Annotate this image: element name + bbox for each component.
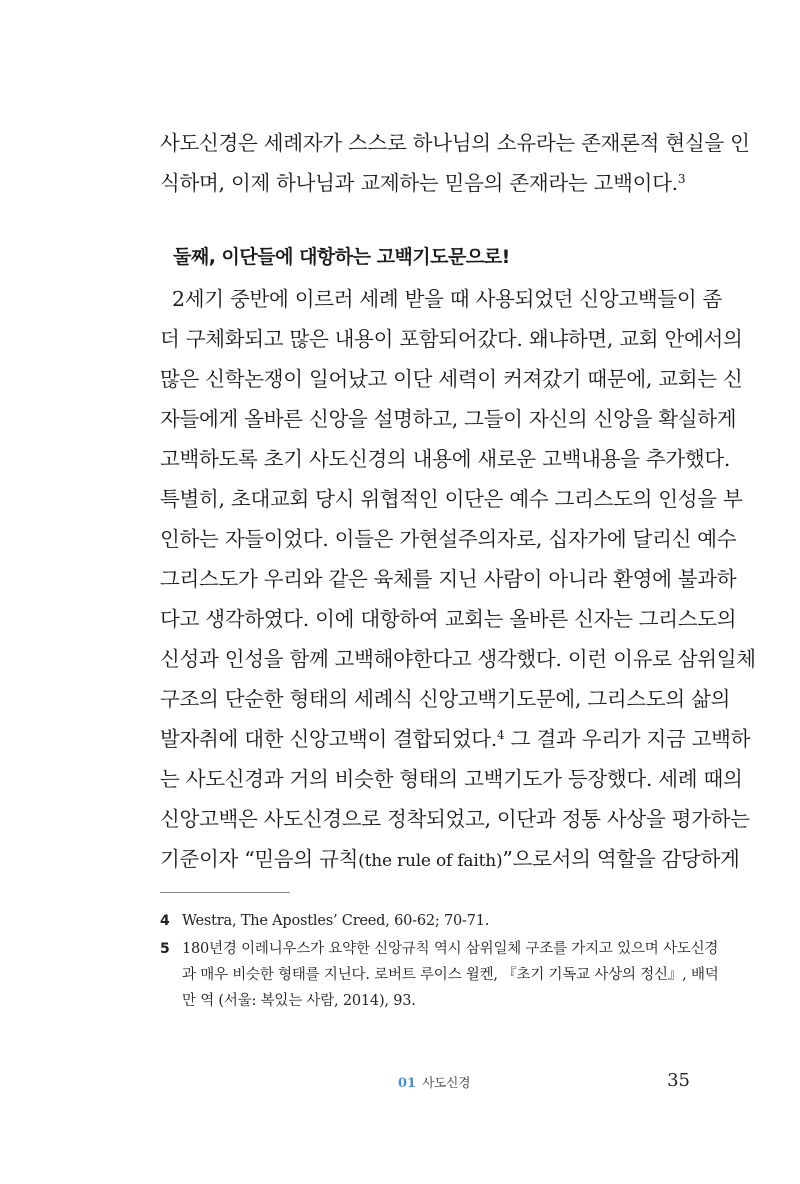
footnote-body (182, 936, 719, 1014)
body-line: 사도신경은 세례자가 스스로 하나님의 소유라는 존재론적 현실을 인 (160, 131, 750, 155)
footnote-number: 5 (160, 941, 170, 957)
body-line-text: 기준이자 “믿음의 규칙 (160, 847, 359, 871)
body-line (160, 840, 740, 880)
body-line-text: 그 결과 우리가 지금 고백하 (504, 727, 751, 751)
body-line: 신앙고백은 사도신경으로 정착되었고, 이단과 정통 사상을 평가하는 (160, 807, 750, 831)
footnote-line: 과 매우 비슷한 형태를 지닌다. 로버트 루이스 윌켄, 『초기 기독교 사상의 정신』, 배덕 (182, 967, 719, 983)
footnote-divider (160, 892, 290, 893)
body-line (160, 720, 751, 758)
body-line (160, 164, 695, 202)
body-line: 특별히, 초대교회 당시 위협적인 이단은 예수 그리스도의 인성을 부 (160, 487, 743, 511)
body-line: 구조의 단순한 형태의 세례식 신앙고백기도문에, 그리스도의 삶의 (160, 687, 731, 711)
body-line: 그리스도가 우리와 같은 육체를 지닌 사람이 아니라 환영에 불과하 (160, 567, 737, 591)
body-line: 많은 신학논쟁이 일어났고 이단 세력이 커져갔기 때문에, 교회는 신 (160, 367, 743, 391)
footnote-line: 180년경 이레니우스가 요약한 신앙규칙 역시 삼위일체 구조를 가지고 있으며 사도신경 (182, 941, 719, 957)
footnote-line: Westra, The Apostles’ Creed, 60-62; 70-71. (182, 913, 490, 929)
body-line: 더 구체화되고 많은 내용이 포함되어갔다. 왜냐하면, 교회 안에서의 (160, 327, 743, 351)
body-line: 는 사도신경과 거의 비슷한 형태의 고백기도가 등장했다. 세례 때의 (160, 767, 743, 791)
chapter-title: 사도신경 (422, 1075, 471, 1090)
footnote-line: 만 역 (서울: 복있는 사람, 2014), 93. (182, 993, 416, 1009)
footnote-ref: 4 (496, 728, 505, 742)
latin-phrase: (the rule of faith) (358, 851, 503, 871)
running-footer (398, 1072, 470, 1095)
section-heading: 둘째, 이단들에 대항하는 고백기도문으로! (173, 246, 510, 268)
body-line: 다고 생각하였다. 이에 대항하여 교회는 올바른 신자는 그리스도의 (160, 607, 737, 631)
footnote (160, 936, 719, 1014)
footnote (160, 908, 695, 934)
body-line: 인하는 자들이었다. 이들은 가현설주의자로, 십자가에 달리신 예수 (160, 527, 737, 551)
footnote-number: 4 (160, 913, 170, 929)
footnote-body (182, 908, 695, 934)
body-line-text: ”으로서의 역할을 감당하게 (502, 847, 740, 871)
footnote-ref: 3 (677, 172, 686, 186)
body-line: 자들에게 올바른 신앙을 설명하고, 그들이 자신의 신앙을 확실하게 (160, 407, 737, 431)
chapter-number: 01 (398, 1076, 417, 1091)
body-line: 신성과 인성을 함께 고백해야한다고 생각했다. 이런 이유로 삼위일체 (160, 647, 756, 671)
body-line-text: 발자취에 대한 신앙고백이 결합되었다. (160, 727, 497, 751)
body-line: 2세기 중반에 이르러 세례 받을 때 사용되었던 신앙고백들이 좀 (172, 287, 723, 311)
body-line-text: 식하며, 이제 하나님과 교제하는 믿음의 존재라는 고백이다. (160, 171, 678, 195)
page-number: 35 (667, 1070, 690, 1091)
body-line: 고백하도록 초기 사도신경의 내용에 새로운 고백내용을 추가했다. (160, 447, 731, 471)
